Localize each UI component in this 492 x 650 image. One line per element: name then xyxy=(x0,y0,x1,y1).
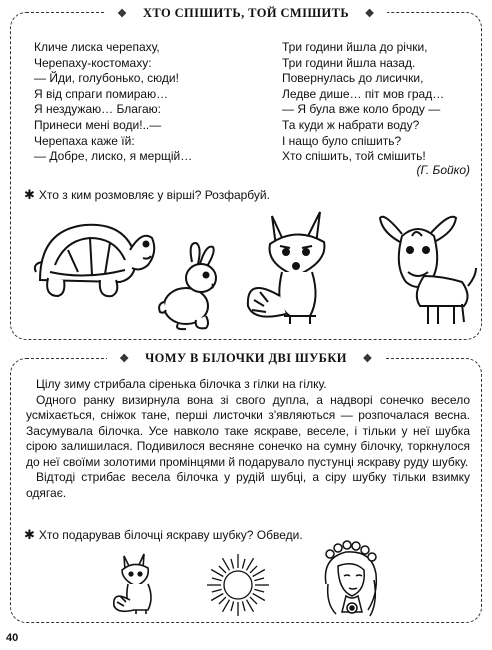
sun-ray xyxy=(219,566,226,573)
donkey-picture[interactable] xyxy=(372,206,480,330)
task-star-icon: ✱ xyxy=(24,527,35,542)
sun-ray xyxy=(231,601,234,611)
story-title xyxy=(0,351,492,366)
sun-ray xyxy=(247,600,254,612)
sun-ray xyxy=(223,558,230,570)
sun-ray xyxy=(254,578,264,581)
sun-ray xyxy=(253,570,265,577)
sun-ray xyxy=(212,589,222,592)
poem-title xyxy=(0,6,492,21)
sun-ray xyxy=(253,594,265,601)
poem-line: І нащо було спішить? xyxy=(282,133,402,148)
poem-line: — Йди, голубонько, сюди! xyxy=(34,71,179,86)
poem-left-column xyxy=(34,40,192,165)
sun-ray xyxy=(250,566,257,573)
story-title-text: ЧОМУ В БІЛОЧКИ ДВІ ШУБКИ xyxy=(139,351,353,365)
sun-ray xyxy=(242,601,245,611)
title-star-icon: ❖ xyxy=(359,8,381,20)
task-circle xyxy=(24,527,303,543)
poem-title-text: ХТО СПІШИТЬ, ТОЙ СМІШИТЬ xyxy=(137,6,355,20)
poem-line: — Добре, лиско, я мерщій… xyxy=(34,149,193,164)
fox-picture[interactable] xyxy=(240,206,358,328)
poem-line: — Я була вже коло броду — xyxy=(282,102,441,117)
spring-girl-picture[interactable] xyxy=(316,540,386,622)
sun-ray xyxy=(219,597,226,604)
poem-line: Я від спраги помираю… xyxy=(34,86,169,101)
poem-line: Черепаху-костомаху: xyxy=(34,55,152,70)
sun-ray xyxy=(223,600,230,612)
task-text: Хто подарував білочці яскраву шубку? Обведи. xyxy=(38,528,303,542)
sun-ray xyxy=(247,558,254,570)
title-star-icon: ❖ xyxy=(113,353,135,365)
story-text xyxy=(26,377,470,501)
sun-ray xyxy=(231,559,234,569)
poem-author: (Г. Бойко) xyxy=(416,163,470,177)
task-coloring xyxy=(24,187,270,203)
poem-line: Я нездужаю… Благаю: xyxy=(34,102,161,117)
poem-line: Принеси мені води!..— xyxy=(34,117,162,132)
poem-line: Хто спішить, той смішить! xyxy=(282,149,426,164)
turtle-picture[interactable] xyxy=(30,210,160,305)
poem-line: Кличе лиска черепаху, xyxy=(34,40,160,54)
sun-ray xyxy=(212,578,222,581)
sun-ray xyxy=(211,570,223,577)
sun-ray xyxy=(250,597,257,604)
story-paragraph: Відтоді стрибає весела білочка у рудій шубці, а сіру шубку тільки взимку одягає. xyxy=(26,470,470,500)
poem-right-column xyxy=(282,40,444,165)
sun-ray xyxy=(242,559,245,569)
title-star-icon: ❖ xyxy=(356,353,378,365)
poem-line: Черепаха каже їй: xyxy=(34,133,135,148)
story-paragraph: Одного ранку визирнула вона зі свого дупла, а надворі сонечко весело усміхається, сніжок тане, перші листочки з'являються — розпочалася весна. Засумувала білочка. Усе навколо таке яскраве, веселе, і тільки у неї шубка сірою залишилася. Подивилося весняне сонечко на сумну білочку, торкнулося до неї своїми золотими промінцями й подарувало пустунці яскраву руду шубку. xyxy=(26,392,470,469)
sun-picture[interactable] xyxy=(205,552,271,618)
poem-line: Ледве дише… піт мов град… xyxy=(282,86,445,101)
poem-line: Повернулась до лисички, xyxy=(282,71,424,86)
story-paragraph: Цілу зиму стрибала сіренька білочка з гілки на гілку. xyxy=(36,377,327,391)
poem-line: Три години йшла назад. xyxy=(282,55,416,70)
page-number: 40 xyxy=(6,632,19,644)
sun-ray xyxy=(211,594,223,601)
sun-ray xyxy=(254,589,264,592)
poem-line: Та куди ж набрати воду? xyxy=(282,117,420,132)
rabbit-picture[interactable] xyxy=(156,240,226,332)
title-star-icon: ❖ xyxy=(111,8,133,20)
poem-line: Три години йшла до річки, xyxy=(282,40,428,54)
small-fox-picture[interactable] xyxy=(110,550,170,616)
task-text: Хто з ким розмовляє у вірші? Розфарбуй. xyxy=(38,188,270,202)
task-star-icon: ✱ xyxy=(24,187,35,202)
